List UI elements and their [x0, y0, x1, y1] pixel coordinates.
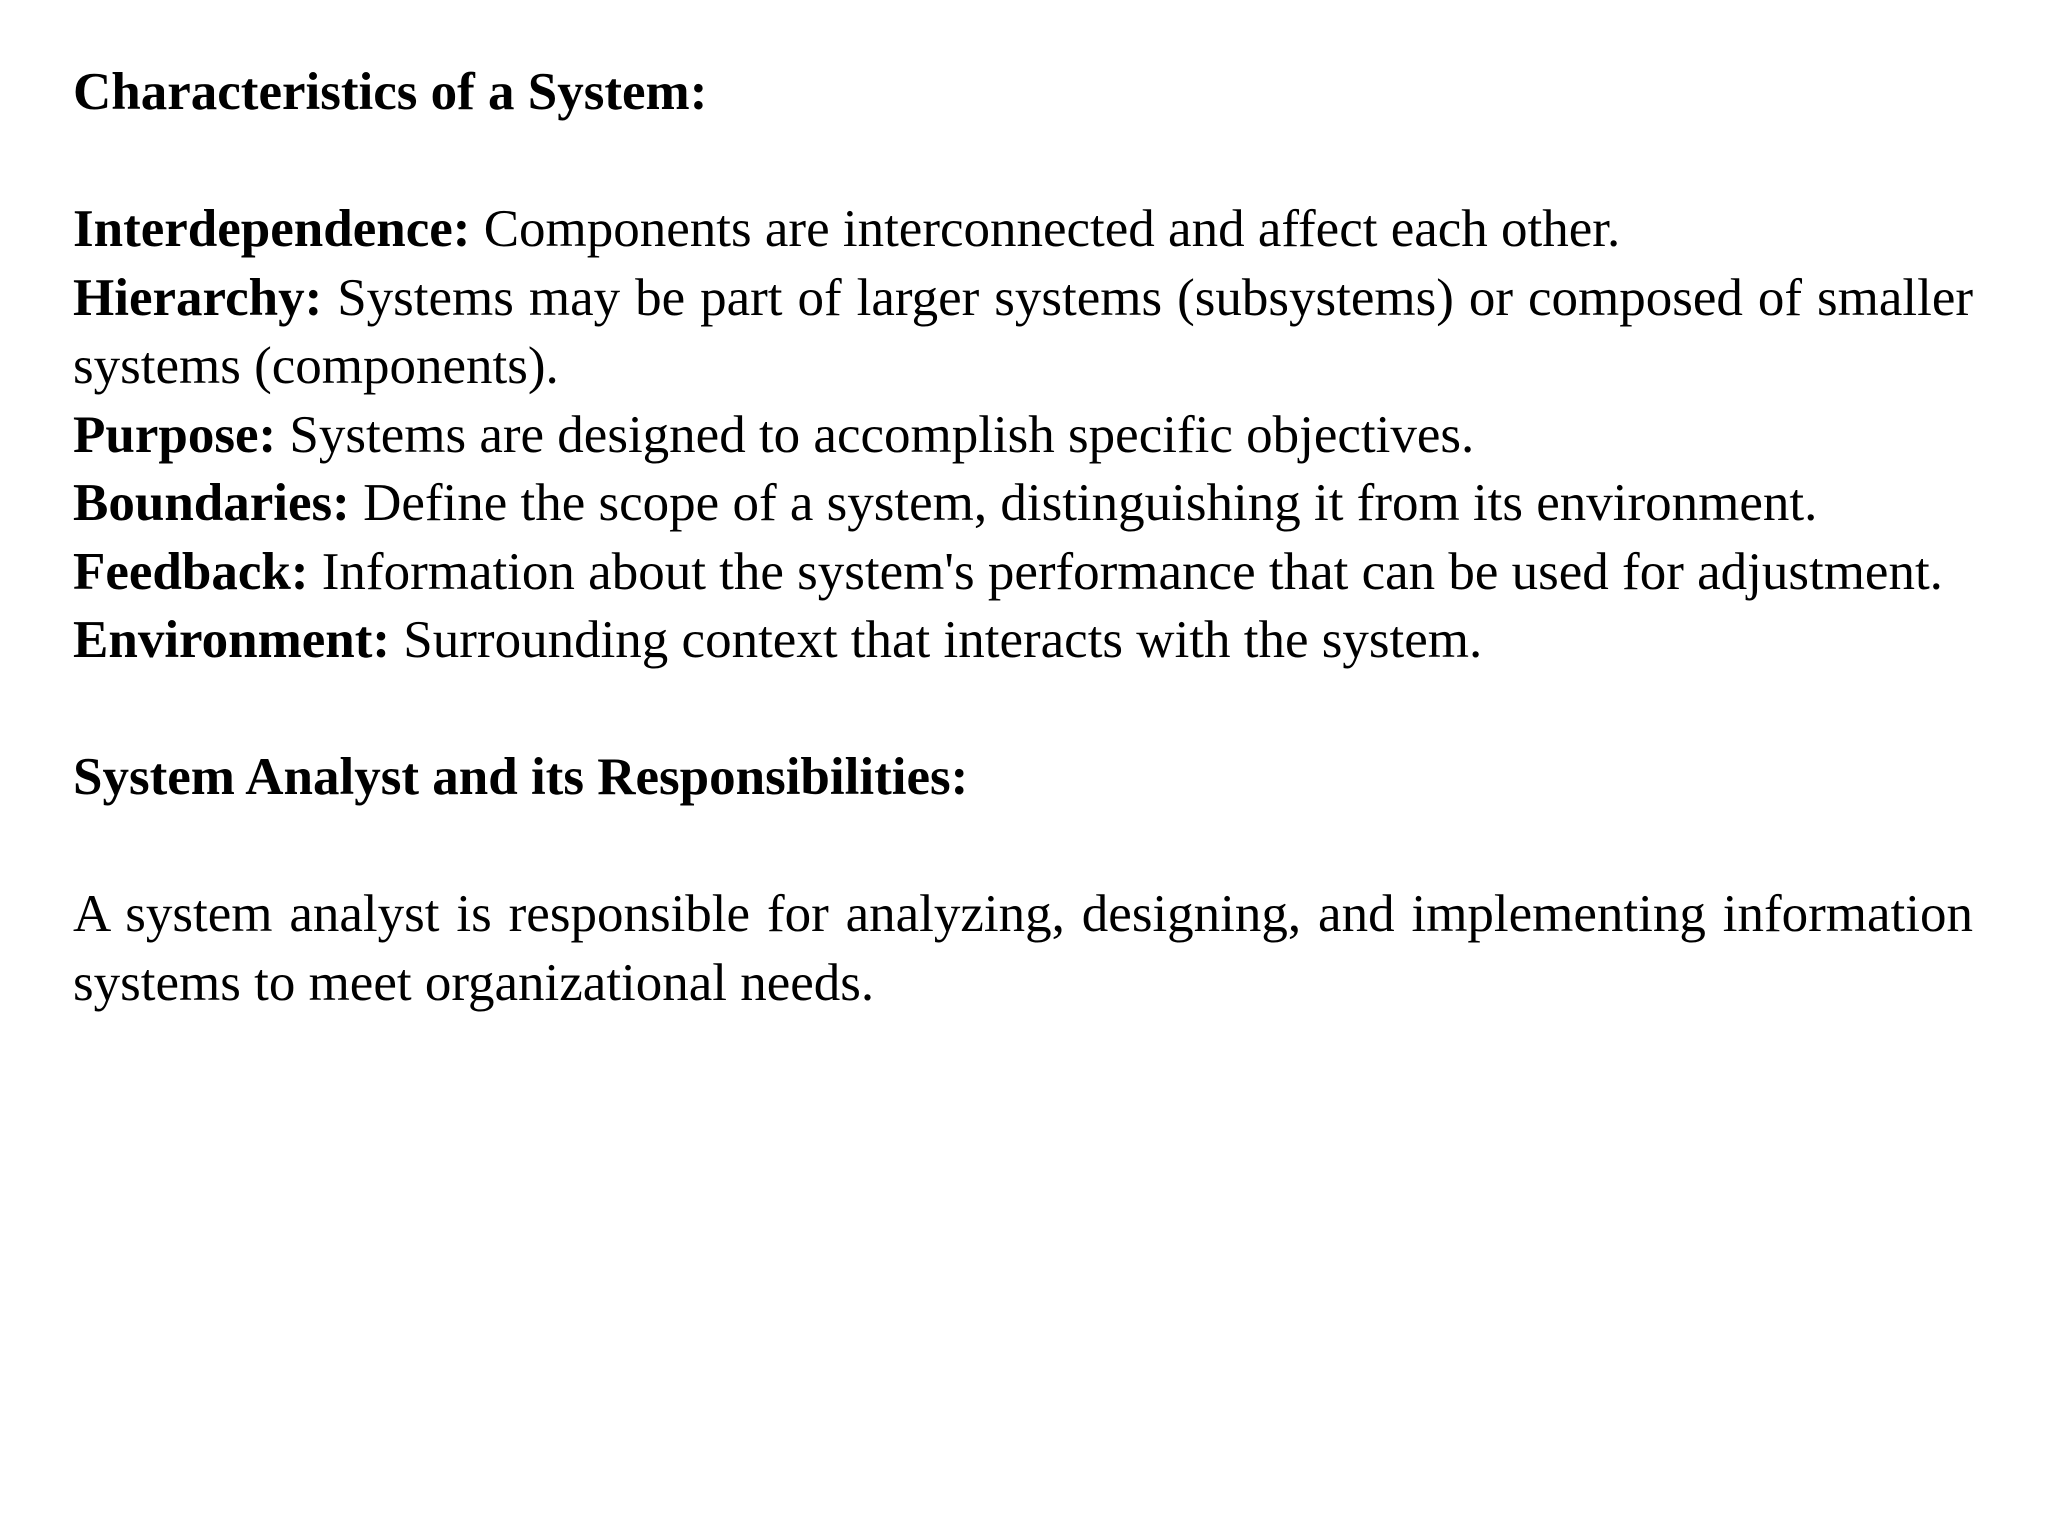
term-description: Systems are designed to accomplish specific objectives. — [289, 405, 1475, 464]
term-label: Purpose: — [73, 405, 277, 464]
spacer — [73, 812, 1973, 881]
term-description: Information about the system's performance that can be used for adjustment. — [321, 542, 1943, 601]
document-page — [73, 58, 1973, 1017]
list-item-environment — [73, 606, 1973, 675]
list-item-interdependence — [73, 195, 1973, 264]
term-label: Environment: — [73, 611, 391, 669]
section-heading-system-analyst: System Analyst and its Responsibilities: — [73, 748, 969, 806]
list-item-feedback — [73, 538, 1973, 607]
list-item-boundaries — [73, 469, 1973, 538]
term-label: Feedback: — [73, 542, 309, 601]
term-description: Components are interconnected and affect each other. — [483, 200, 1621, 258]
term-label: Hierarchy: — [73, 268, 323, 327]
term-description: Surrounding context that interacts with the system. — [403, 611, 1483, 669]
term-description: Systems may be part of larger systems (subsystems) or composed of smaller systems (components). — [73, 268, 1973, 395]
paragraph-system-analyst: A system analyst is responsible for analyzing, designing, and implementing information systems to meet organizational needs. — [73, 885, 1973, 1012]
term-label: Boundaries: — [73, 474, 350, 532]
spacer — [73, 675, 1973, 744]
section-heading-characteristics: Characteristics of a System: — [73, 63, 708, 121]
spacer — [73, 127, 1973, 196]
list-item-purpose — [73, 401, 1973, 470]
term-label: Interdependence: — [73, 200, 471, 258]
term-description: Define the scope of a system, distinguishing it from its environment. — [363, 474, 1818, 532]
list-item-hierarchy — [73, 264, 1973, 401]
